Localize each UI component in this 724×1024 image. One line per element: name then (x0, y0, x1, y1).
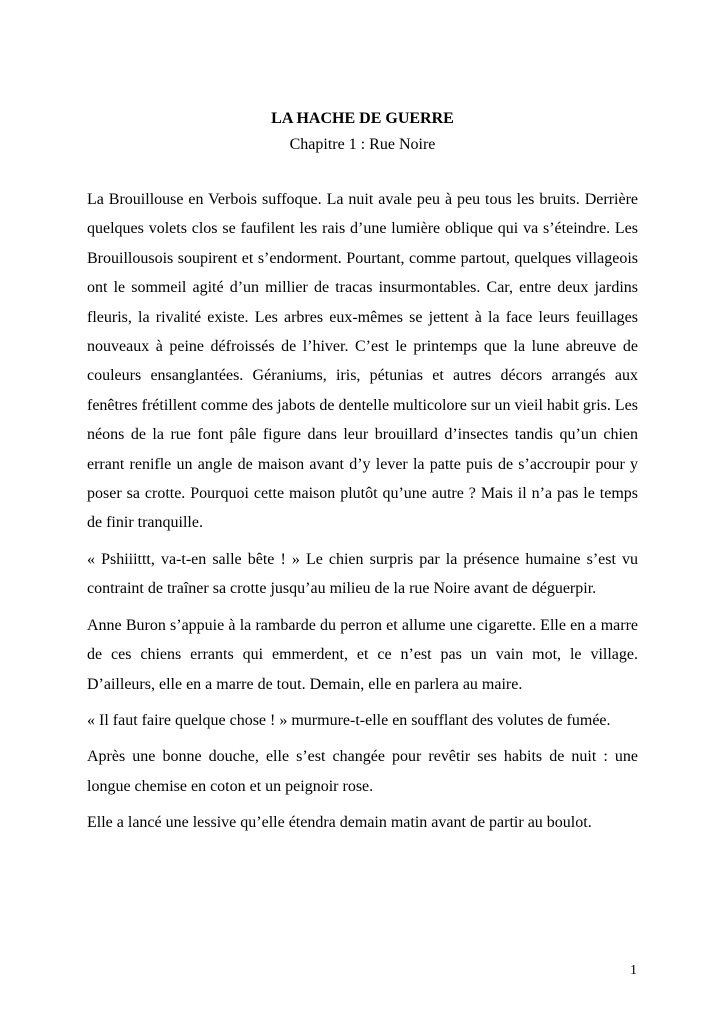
document-page (87, 108, 638, 838)
body-text (87, 185, 638, 838)
paragraph: « Il faut faire quelque chose ! » murmure-t-elle en soufflant des volutes de fumée. (87, 711, 611, 729)
paragraph: « Pshiiittt, va-t-en salle bête ! » Le chien surpris par la présence humaine s’est vu contraint de traîner sa crotte jusqu’au milieu de la rue Noire avant de déguerpir. (87, 550, 638, 598)
page-number: 1 (630, 963, 637, 978)
chapter-heading: LA HACHE DE GUERRE (271, 110, 454, 127)
paragraph: La Brouillouse en Verbois suffoque. La nuit avale peu à peu tous les bruits. Derrière quelques volets clos se faufilent les rais d’une lumière oblique qui va s’éteindre. Les Brouillousois soupirent et s’endorment. Pourtant, comme partout, quelques villageois ont le sommeil agité d’un millier de tracas insurmontables. Car, entre deux jardins fleuris, la rivalité existe. Les arbres eux-mêmes se jettent à la face leurs feuillages nouveaux à peine défroissés de l’hiver. C’est le printemps que la lune abreuve de couleurs ensanglantées. Géraniums, iris, pétunias et autres décors arrangés aux fenêtres frétillent comme des jabots de dentelle multicolore sur un vieil habit gris. Les néons de la rue font pâle figure dans leur brouillard d’insectes tandis qu’un chien errant renifle un angle de maison avant d’y lever la patte puis de s’accroupir pour y poser sa crotte. Pourquoi cette maison plutôt qu’une autre ? Mais il n’a pas le temps de finir tranquille. (87, 191, 638, 532)
paragraph: Après une bonne douche, elle s’est changée pour revêtir ses habits de nuit : une longue chemise en coton et un peignoir rose. (87, 748, 638, 795)
chapter-subtitle: Chapitre 1 : Rue Noire (289, 136, 436, 153)
paragraph: Anne Buron s’appuie à la rambarde du perron et allume une cigarette. Elle en a marre de ces chiens errants qui emmerdent, et ce n’est pas un vain mot, le village. D’ailleurs, elle en a marre de tout. Demain, elle en parlera au maire. (87, 616, 638, 693)
paragraph: Elle a lancé une lessive qu’elle étendra demain matin avant de partir au boulot. (87, 814, 592, 832)
